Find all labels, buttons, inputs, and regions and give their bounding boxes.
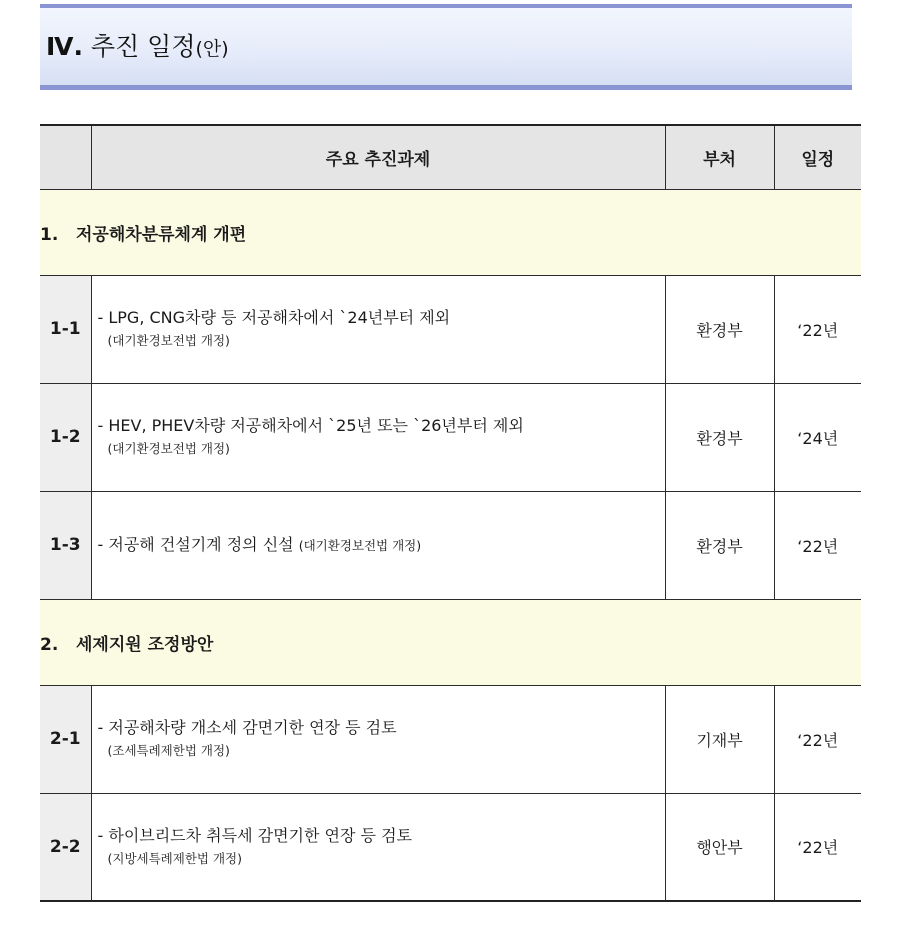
- header-dept: 부처: [665, 125, 774, 189]
- schedule-cell: ‘22년: [774, 491, 861, 599]
- task-cell: [91, 383, 665, 491]
- task-id: 1-1: [40, 275, 91, 383]
- group-heading: [40, 189, 861, 275]
- dept-cell: 행안부: [665, 793, 774, 901]
- section-title-text: 추진 일정: [90, 32, 196, 61]
- section-title-suffix: (안): [195, 38, 229, 60]
- task-id: 2-1: [40, 685, 91, 793]
- table-row: [40, 275, 861, 383]
- task-text: - 저공해차량 개소세 감면기한 연장 등 검토: [97, 718, 397, 737]
- table-row: [40, 491, 861, 599]
- header-id-cell: [40, 125, 91, 189]
- task-note: (조세특례제한법 개정): [107, 743, 230, 758]
- section-title: [46, 30, 229, 66]
- header-schedule: 일정: [774, 125, 861, 189]
- task-cell: [91, 793, 665, 901]
- task-text-line: [98, 533, 665, 558]
- dept-cell: 환경부: [665, 275, 774, 383]
- task-note: (대기환경보전법 개정): [107, 441, 230, 456]
- schedule-cell: ‘22년: [774, 275, 861, 383]
- task-text: - LPG, CNG차량 등 저공해차에서 `24년부터 제외: [97, 308, 451, 327]
- schedule-cell: ‘22년: [774, 793, 861, 901]
- dept-cell: 기재부: [665, 685, 774, 793]
- group-title: 저공해차분류체계 개편: [76, 224, 247, 245]
- banner-top-rule: [40, 4, 852, 8]
- task-cell: [91, 685, 665, 793]
- group-number: 1.: [40, 224, 59, 245]
- section-numeral: Ⅳ.: [46, 32, 83, 61]
- schedule-cell: ‘22년: [774, 685, 861, 793]
- banner-bottom-rule: [40, 85, 852, 90]
- section-banner: [40, 4, 852, 90]
- task-note: (지방세특례제한법 개정): [107, 850, 242, 866]
- group-row: [40, 189, 861, 275]
- schedule-cell: ‘24년: [774, 383, 861, 491]
- task-note: (대기환경보전법 개정): [107, 333, 230, 348]
- header-task: 주요 추진과제: [91, 125, 665, 189]
- task-text: - 저공해 건설기계 정의 신설: [97, 534, 299, 554]
- task-text: - 하이브리드차 취득세 감면기한 연장 등 검토: [97, 825, 412, 845]
- group-title: 세제지원 조정방안: [76, 634, 214, 655]
- table-header-row: [40, 125, 861, 189]
- task-id: 1-2: [40, 383, 91, 491]
- task-note: (대기환경보전법 개정): [298, 537, 422, 553]
- task-id: 1-3: [40, 491, 91, 599]
- dept-cell: 환경부: [665, 383, 774, 491]
- group-heading: [40, 599, 861, 685]
- table-row: [40, 685, 861, 793]
- schedule-table: [40, 124, 861, 902]
- group-row: [40, 599, 861, 685]
- task-id: 2-2: [40, 793, 91, 901]
- table-row: [40, 793, 861, 901]
- group-number: 2.: [40, 634, 59, 655]
- table-row: [40, 383, 861, 491]
- task-text: - HEV, PHEV차량 저공해차에서 `25년 또는 `26년부터 제외: [97, 416, 524, 435]
- task-cell: [91, 491, 665, 599]
- dept-cell: 환경부: [665, 491, 774, 599]
- task-cell: [91, 275, 665, 383]
